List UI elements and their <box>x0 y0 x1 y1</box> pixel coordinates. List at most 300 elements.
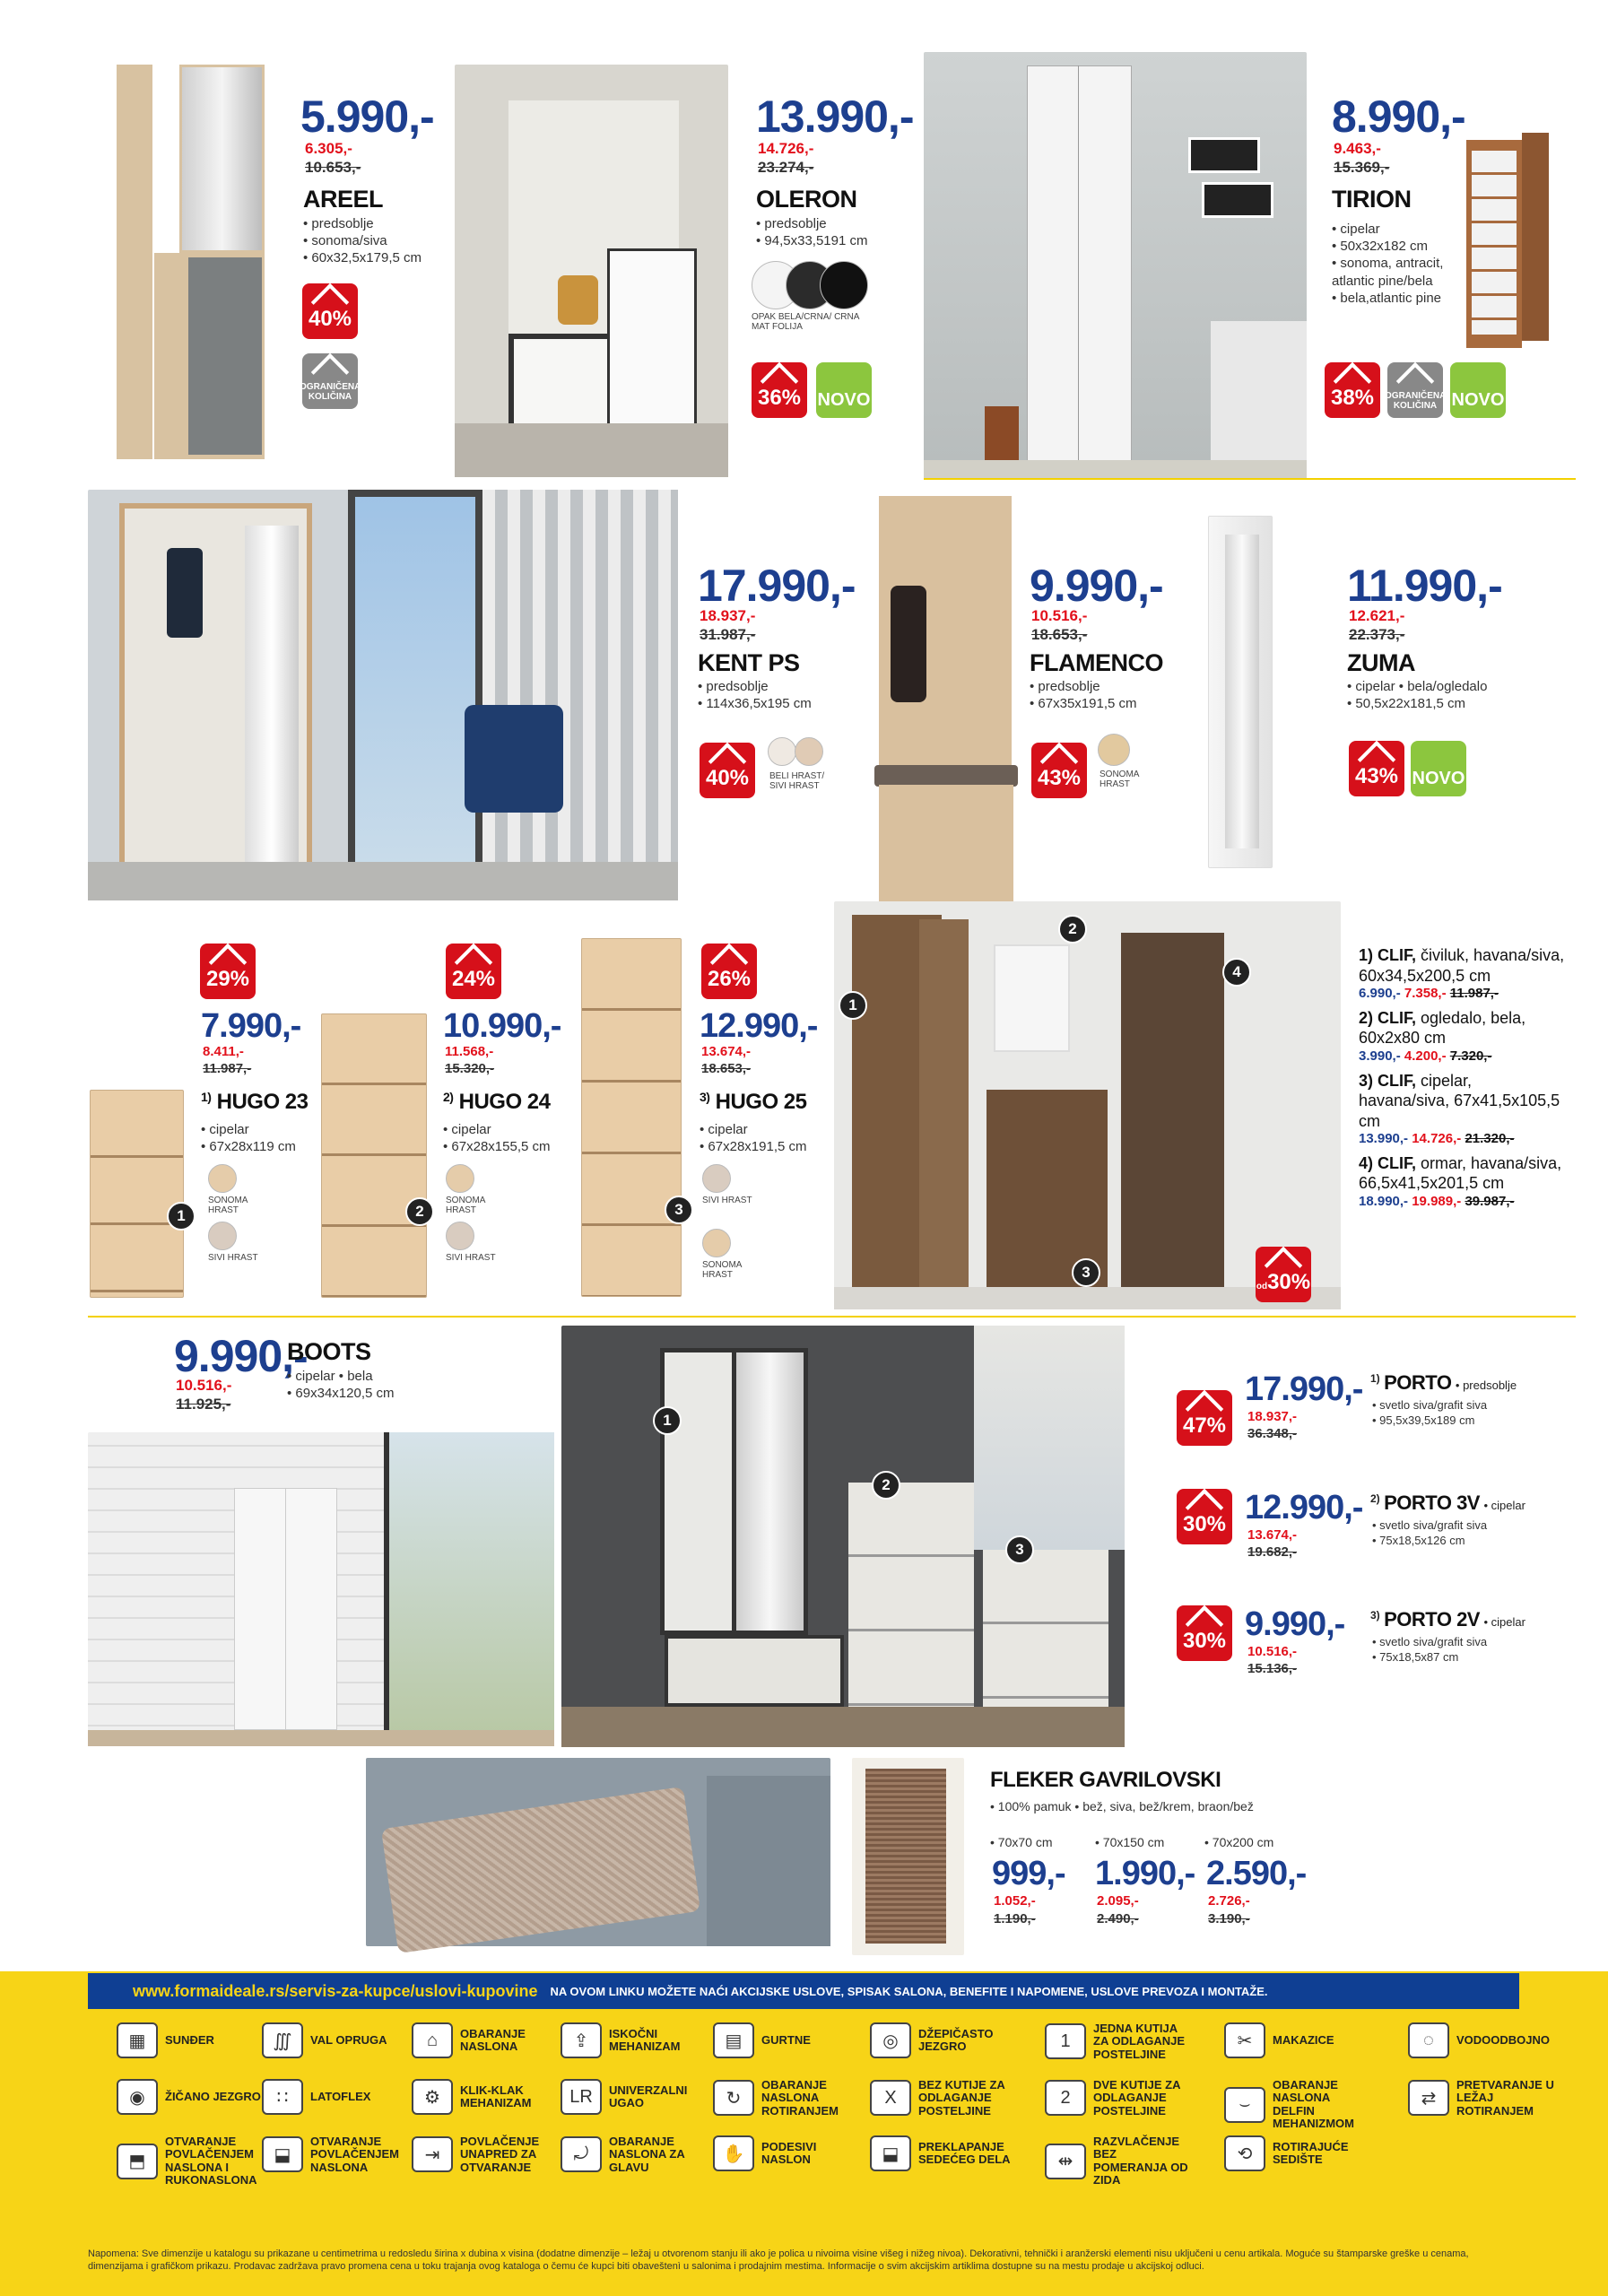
clif-item-3-regular: 14.726,- <box>1412 1131 1462 1146</box>
kent-discount: 40% <box>705 766 750 790</box>
fleker-size-1 <box>990 1835 1053 1851</box>
porto2v-desc-2: • 75x18,5x87 cm <box>1372 1650 1487 1665</box>
feature-item <box>262 2022 409 2058</box>
clif-item-1-title: 1) CLIF, <box>1359 946 1417 964</box>
hugo25-callout: 3 <box>665 1196 693 1224</box>
hugo25-discount-badge <box>701 944 757 999</box>
zuma-discount: 43% <box>1354 764 1399 788</box>
zuma-regular-price: 12.621,- <box>1349 607 1405 624</box>
porto3v-price: 12.990,- <box>1245 1489 1363 1526</box>
areel-limited-text: OGRANIČENA KOLIČINA <box>300 382 361 402</box>
clif-item-2 <box>1359 1008 1565 1048</box>
porto3v-type: cipelar <box>1491 1499 1525 1512</box>
hugo25-product-image <box>581 938 682 1297</box>
kent-colors: BELI HRAST/ SIVI HRAST <box>769 771 825 791</box>
porto2v-name: PORTO 2V <box>1384 1608 1480 1631</box>
porto2v-heading <box>1370 1609 1525 1631</box>
hugo24-swatch-1 <box>446 1164 474 1193</box>
feature-item <box>870 2135 1017 2171</box>
feature-label: UNIVERZALNI UGAO <box>609 2083 688 2109</box>
hugo23-swatch-2 <box>208 1222 237 1250</box>
porto3v-description <box>1372 1518 1487 1548</box>
feature-icon: ⇄ <box>1408 2080 1449 2116</box>
fleker-size-2-price: 1.990,- <box>1095 1855 1195 1892</box>
tirion-product-image <box>1466 133 1552 348</box>
feature-icon: ⤾ <box>561 2136 602 2172</box>
porto-heading <box>1370 1372 1517 1394</box>
boots-regular-price: 10.516,- <box>176 1377 232 1394</box>
feature-item <box>870 2022 1017 2058</box>
feature-item <box>561 2135 708 2174</box>
tirion-discount: 38% <box>1330 386 1375 410</box>
zuma-description <box>1347 678 1487 712</box>
oleron-price: 13.990,- <box>756 91 914 142</box>
fleker-size-3-regular: 2.726,- <box>1208 1893 1250 1909</box>
clif-callout-4: 4 <box>1222 958 1251 987</box>
porto-callout-2: 2 <box>872 1471 900 1500</box>
feature-label: RAZVLAČENJE BEZ POMERANJA OD ZIDA <box>1093 2135 1188 2187</box>
clif-item-1-regular: 7.358,- <box>1404 986 1447 1001</box>
clif-item-4-price: 18.990,- <box>1359 1193 1409 1209</box>
clif-item-4-desc: ormar, havana/siva, 66,5x41,5x201,5 cm <box>1359 1153 1562 1193</box>
feature-item <box>1224 2022 1371 2058</box>
feature-item <box>412 2079 559 2115</box>
feature-icon: ◉ <box>117 2079 158 2115</box>
clif-item-2-price: 3.990,- <box>1359 1048 1401 1064</box>
tirion-name: TIRION <box>1332 186 1412 213</box>
zuma-product-image <box>1208 516 1273 868</box>
clif-discount-badge <box>1256 1247 1311 1302</box>
porto3v-heading <box>1370 1492 1525 1514</box>
clif-item-3-desc: cipelar, havana/siva, 67x41,5x105,5 cm <box>1359 1071 1560 1130</box>
hugo23-callout: 1 <box>167 1202 196 1231</box>
feature-icon: ◎ <box>870 2022 911 2058</box>
feature-icon: ⟲ <box>1224 2135 1265 2171</box>
clif-discount: 30% <box>1267 1270 1311 1294</box>
oleron-product-image <box>455 65 728 477</box>
hugo25-swatch-1 <box>702 1164 731 1193</box>
boots-room-image <box>88 1432 554 1746</box>
feature-item <box>1408 2022 1555 2058</box>
clif-item-4-title: 4) CLIF, <box>1359 1153 1417 1172</box>
tirion-desc-4: • bela,atlantic pine <box>1332 290 1466 307</box>
clif-item-1-price: 6.990,- <box>1359 986 1401 1001</box>
zuma-new-text: NOVO <box>1412 769 1465 788</box>
feature-item <box>117 2135 264 2187</box>
zuma-desc-1: • cipelar • bela/ogledalo <box>1347 678 1487 695</box>
clif-item-2-title: 2) CLIF, <box>1359 1008 1417 1027</box>
hugo25-price: 12.990,- <box>700 1007 818 1045</box>
porto2v-discount-badge <box>1177 1605 1232 1661</box>
fleker-size-3-label: • 70x200 cm <box>1204 1835 1273 1851</box>
feature-item <box>262 2079 409 2115</box>
hugo25-name: HUGO 25 <box>715 1090 807 1114</box>
feature-label: VODOODBOJNO <box>1456 2032 1551 2047</box>
feature-icon: ⌂ <box>412 2022 453 2058</box>
feature-item <box>1045 2079 1192 2118</box>
feature-item <box>561 2022 708 2058</box>
feature-icon: ⬒ <box>117 2144 158 2179</box>
feature-label: OBARANJE NASLONA <box>460 2026 526 2053</box>
fleker-desc-1: • 100% pamuk • bež, siva, bež/krem, braon/bež <box>990 1799 1254 1815</box>
fleker-size-3-price: 2.590,- <box>1206 1855 1307 1892</box>
feature-icon: 1 <box>1045 2023 1086 2059</box>
areel-discount: 40% <box>308 307 352 331</box>
hugo24-desc-1: • cipelar <box>443 1121 551 1138</box>
porto-discount-badge <box>1177 1390 1232 1446</box>
kent-discount-badge <box>700 743 755 798</box>
hugo24-regular-price: 11.568,- <box>445 1044 494 1059</box>
feature-label: SUNĐER <box>165 2032 214 2047</box>
kent-regular-price: 18.937,- <box>700 607 756 624</box>
porto-room-image <box>561 1326 1125 1747</box>
porto2v-number: 3) <box>1370 1609 1380 1622</box>
areel-description <box>303 215 422 267</box>
terms-link-text: NA OVOM LINKU MOŽETE NAĆI AKCIJSKE USLOVE, SPISAK SALONA, BENEFITE I NAPOMENE, USLOVE PREVOZA I MONTAŽE. <box>550 1984 1268 1998</box>
fleker-name: FLEKER GAVRILOVSKI <box>990 1768 1221 1792</box>
feature-item <box>412 2022 559 2058</box>
hugo24-discount-badge <box>446 944 501 999</box>
feature-label: OTVARANJE POVLAČENJEM NASLONA I RUKONASLONA <box>165 2135 257 2187</box>
clif-item-1-old: 11.987,- <box>1449 986 1499 1001</box>
feature-item <box>117 2079 264 2115</box>
areel-name: AREEL <box>303 186 384 213</box>
clif-item-3-prices <box>1359 1131 1565 1148</box>
zuma-name: ZUMA <box>1347 649 1415 676</box>
feature-label: MAKAZICE <box>1273 2032 1334 2047</box>
zuma-discount-badge <box>1349 741 1404 796</box>
feature-item <box>1224 2135 1371 2171</box>
hugo25-title <box>700 1091 807 1114</box>
feature-icon: X <box>870 2080 911 2116</box>
clif-item-4 <box>1359 1153 1565 1194</box>
flamenco-colors: SONOMA HRAST <box>1100 770 1139 789</box>
porto-desc-1: • svetlo siva/grafit siva <box>1372 1398 1487 1413</box>
hugo25-desc-2: • 67x28x191,5 cm <box>700 1138 807 1155</box>
feature-icon: ◌ <box>1408 2022 1449 2058</box>
porto3v-type-wrap: • cipelar <box>1483 1499 1525 1512</box>
flamenco-discount: 43% <box>1037 766 1082 790</box>
clif-discount-prefix: od <box>1256 1282 1268 1292</box>
porto2v-regular-price: 10.516,- <box>1247 1644 1298 1659</box>
feature-item <box>561 2079 708 2115</box>
tirion-price: 8.990,- <box>1332 91 1465 142</box>
clif-item-2-old: 7.320,- <box>1449 1048 1492 1064</box>
kent-description <box>698 678 812 712</box>
kent-price: 17.990,- <box>698 561 856 611</box>
hugo24-color-1: SONOMA HRAST <box>446 1196 485 1215</box>
porto2v-description <box>1372 1635 1487 1665</box>
feature-label: VAL OPRUGA <box>310 2032 387 2047</box>
flamenco-old-price: 18.653,- <box>1031 626 1088 643</box>
porto2v-type: cipelar <box>1491 1615 1525 1629</box>
feature-label: OBARANJE NASLONA ZA GLAVU <box>609 2135 685 2174</box>
hugo25-regular-price: 13.674,- <box>701 1044 752 1059</box>
areel-regular-price: 6.305,- <box>305 140 352 157</box>
porto-number: 1) <box>1370 1372 1380 1385</box>
tirion-limited-badge <box>1385 362 1447 418</box>
boots-price: 9.990,- <box>174 1331 308 1381</box>
fleker-sofa-image <box>366 1758 830 1946</box>
feature-label: DVE KUTIJE ZA ODLAGANJE POSTELJINE <box>1093 2078 1181 2118</box>
hugo23-discount: 29% <box>205 967 250 991</box>
fleker-size-1-label: • 70x70 cm <box>990 1835 1053 1851</box>
feature-icon: LR <box>561 2079 602 2115</box>
feature-label: POVLAČENJE UNAPRED ZA OTVARANJE <box>460 2135 540 2174</box>
kent-old-price: 31.987,- <box>700 626 756 643</box>
flamenco-description <box>1030 678 1137 712</box>
kent-swatch-grey-oak <box>795 737 823 766</box>
hugo25-discount: 26% <box>707 967 752 991</box>
hugo24-callout: 2 <box>405 1197 434 1226</box>
feature-icon: ∭ <box>262 2022 303 2058</box>
hugo23-color-2: SIVI HRAST <box>208 1253 258 1263</box>
feature-icon: ▤ <box>713 2022 754 2058</box>
hugo23-price: 7.990,- <box>201 1007 301 1045</box>
flamenco-swatch-sonoma <box>1098 734 1130 766</box>
clif-callout-1: 1 <box>839 991 867 1020</box>
porto-discount: 47% <box>1182 1413 1227 1438</box>
boots-desc-1: • cipelar • bela <box>287 1368 395 1385</box>
porto-price: 17.990,- <box>1245 1370 1363 1408</box>
feature-icon: ⇪ <box>561 2022 602 2058</box>
fleker-size-1-regular: 1.052,- <box>994 1893 1036 1909</box>
kent-swatch-white-oak <box>768 737 796 766</box>
boots-old-price: 11.925,- <box>176 1396 231 1413</box>
areel-old-price: 10.653,- <box>305 159 361 176</box>
terms-link[interactable]: www.formaideale.rs/servis-za-kupce/uslovi-kupovine <box>133 1981 538 2000</box>
areel-desc-3: • 60x32,5x179,5 cm <box>303 249 422 266</box>
porto3v-desc-2: • 75x18,5x126 cm <box>1372 1534 1487 1549</box>
fleker-size-3-old: 3.190,- <box>1208 1911 1250 1926</box>
zuma-new-badge <box>1411 741 1466 796</box>
flamenco-product-image <box>874 496 1018 904</box>
flamenco-desc-2: • 67x35x191,5 cm <box>1030 695 1137 712</box>
hugo24-desc-2: • 67x28x155,5 cm <box>443 1138 551 1155</box>
hugo23-description <box>201 1121 296 1155</box>
flamenco-regular-price: 10.516,- <box>1031 607 1088 624</box>
hugo24-color-2: SIVI HRAST <box>446 1253 496 1263</box>
feature-label: GURTNE <box>761 2032 811 2047</box>
hugo24-number: 2) <box>443 1090 454 1104</box>
feature-icon: ⇥ <box>412 2136 453 2172</box>
fleker-size-2 <box>1095 1835 1164 1851</box>
feature-icon: ⌣ <box>1224 2087 1265 2123</box>
hugo24-description <box>443 1121 551 1155</box>
hugo23-product-image <box>90 1090 184 1298</box>
feature-label: KLIK-KLAK MEHANIZAM <box>460 2083 532 2109</box>
feature-icon: ⚙ <box>412 2079 453 2115</box>
oleron-new-badge <box>816 362 872 418</box>
tirion-new-text: NOVO <box>1451 390 1505 410</box>
flamenco-name: FLAMENCO <box>1030 649 1163 676</box>
oleron-name: OLERON <box>756 186 857 213</box>
footer-note: Napomena: Sve dimenzije u katalogu su prikazane u centimetrima u redosledu širina x dubina x visina (dodatne dimenzije – ležaj u otvorenom stanju ili ako je polica u nivoima visine višeg i nižeg nivoa). Dekorativni, tehnički i aranžerski elementi nisu uključeni u cenu artikala. Moguće su štamparske greške u cenama, dimenzijama i grafičkom prikazu. Prodavac zadržava pravo promena cena u toku trajanja ovog kataloga o čemu će kupci biti obaveštenì u salonima i prodajnim mestima. Informacije o svim akcijskim artiklima dostupne su na mestu prodaje u akcijskoj odluci. <box>88 2248 1469 2273</box>
tirion-discount-badge <box>1325 362 1380 418</box>
clif-item-1-desc: čiviluk, havana/siva, 60x34,5x200,5 cm <box>1359 946 1565 985</box>
hugo23-discount-badge <box>200 944 256 999</box>
tirion-new-badge <box>1450 362 1506 418</box>
porto3v-name: PORTO 3V <box>1384 1492 1480 1514</box>
porto2v-price: 9.990,- <box>1245 1605 1345 1643</box>
zuma-old-price: 22.373,- <box>1349 626 1405 643</box>
porto3v-number: 2) <box>1370 1492 1380 1505</box>
porto-type: predsoblje <box>1463 1378 1517 1392</box>
feature-item <box>713 2135 860 2171</box>
hugo24-price: 10.990,- <box>443 1007 561 1045</box>
areel-desc-2: • sonoma/siva <box>303 232 422 249</box>
clif-item-2-desc: ogledalo, bela, 60x2x80 cm <box>1359 1008 1526 1048</box>
hugo25-description <box>700 1121 807 1155</box>
fleker-size-3 <box>1204 1835 1273 1851</box>
feature-label: ROTIRAJUĆE SEDIŠTE <box>1273 2139 1349 2166</box>
boots-description <box>287 1368 395 1402</box>
clif-item-1-prices <box>1359 986 1565 1003</box>
tirion-limited-text: OGRANIČENA KOLIČINA <box>1385 391 1447 411</box>
hugo23-swatch-1 <box>208 1164 237 1193</box>
tirion-desc-3: • sonoma, antracit, atlantic pine/bela <box>1332 255 1466 289</box>
porto3v-discount-badge <box>1177 1489 1232 1544</box>
hugo23-number: 1) <box>201 1090 212 1104</box>
zuma-desc-2: • 50,5x22x181,5 cm <box>1347 695 1487 712</box>
feature-label: PREKLAPANJE SEDEĆEG DELA <box>918 2139 1011 2166</box>
feature-item <box>1045 2022 1192 2061</box>
feature-item <box>262 2135 409 2174</box>
areel-product-image <box>117 65 265 466</box>
clif-item-4-regular: 19.989,- <box>1412 1193 1462 1209</box>
porto2v-old-price: 15.136,- <box>1247 1661 1298 1676</box>
tirion-regular-price: 9.463,- <box>1334 140 1381 157</box>
hugo25-old-price: 18.653,- <box>701 1061 752 1076</box>
feature-item <box>1045 2135 1192 2187</box>
feature-label: PRETVARANJE U LEŽAJ ROTIRANJEM <box>1456 2078 1554 2118</box>
porto-type-wrap: • predsoblje <box>1455 1378 1517 1392</box>
kent-room-image <box>88 490 678 900</box>
hugo24-product-image <box>321 1013 427 1298</box>
oleron-regular-price: 14.726,- <box>758 140 814 157</box>
fleker-size-2-label: • 70x150 cm <box>1095 1835 1164 1851</box>
feature-icon: 2 <box>1045 2080 1086 2116</box>
porto3v-old-price: 19.682,- <box>1247 1544 1298 1560</box>
boots-name: BOOTS <box>287 1338 371 1365</box>
oleron-desc-1: • predsoblje <box>756 215 868 232</box>
porto-regular-price: 18.937,- <box>1247 1409 1298 1424</box>
feature-label: LATOFLEX <box>310 2089 371 2103</box>
feature-label: OBARANJE NASLONA DELFIN MEHANIZMOM <box>1273 2078 1354 2130</box>
feature-label: JEDNA KUTIJA ZA ODLAGANJE POSTELJINE <box>1093 2022 1186 2061</box>
hugo24-discount: 24% <box>451 967 496 991</box>
porto-desc-2: • 95,5x39,5x189 cm <box>1372 1413 1487 1429</box>
areel-price: 5.990,- <box>300 91 434 142</box>
fleker-rug-image <box>852 1758 964 1955</box>
clif-callout-2: 2 <box>1058 915 1087 944</box>
fleker-size-2-regular: 2.095,- <box>1097 1893 1139 1909</box>
clif-item-3-title: 3) CLIF, <box>1359 1071 1417 1090</box>
hugo23-color-1: SONOMA HRAST <box>208 1196 248 1215</box>
porto-description <box>1372 1398 1487 1428</box>
hugo23-desc-1: • cipelar <box>201 1121 296 1138</box>
areel-limited-badge <box>300 353 361 409</box>
tirion-room-image <box>924 52 1307 478</box>
kent-name: KENT PS <box>698 649 800 676</box>
porto2v-discount: 30% <box>1182 1629 1227 1653</box>
hugo25-swatch-2 <box>702 1229 731 1257</box>
feature-label: OTVARANJE POVLAČENJEM NASLONA <box>310 2135 399 2174</box>
hugo24-name: HUGO 24 <box>458 1090 551 1114</box>
feature-icon: ✂ <box>1224 2022 1265 2058</box>
hugo23-title <box>201 1091 309 1114</box>
clif-item-1 <box>1359 945 1565 986</box>
fleker-size-2-old: 2.490,- <box>1097 1911 1139 1926</box>
feature-item <box>1224 2079 1371 2130</box>
porto-name: PORTO <box>1384 1371 1452 1394</box>
fleker-size-1-price: 999,- <box>992 1855 1065 1892</box>
feature-label: ISKOČNI MEHANIZAM <box>609 2026 681 2053</box>
clif-item-2-prices <box>1359 1048 1565 1065</box>
oleron-description <box>756 215 868 249</box>
flamenco-discount-badge <box>1031 743 1087 798</box>
hugo25-color-1: SIVI HRAST <box>702 1196 752 1205</box>
feature-item <box>870 2079 1017 2118</box>
porto-old-price: 36.348,- <box>1247 1426 1298 1441</box>
oleron-swatch-matte <box>820 261 868 309</box>
porto2v-desc-1: • svetlo siva/grafit siva <box>1372 1635 1487 1650</box>
porto3v-discount: 30% <box>1182 1512 1227 1536</box>
feature-item <box>117 2022 264 2058</box>
fleker-description <box>990 1799 1254 1815</box>
clif-list <box>1359 945 1565 1211</box>
clif-callout-3: 3 <box>1072 1258 1100 1287</box>
hugo23-regular-price: 8.411,- <box>203 1044 244 1059</box>
kent-desc-1: • predsoblje <box>698 678 812 695</box>
clif-item-2-regular: 4.200,- <box>1404 1048 1447 1064</box>
clif-item-3 <box>1359 1071 1565 1132</box>
feature-label: BEZ KUTIJE ZA ODLAGANJE POSTELJINE <box>918 2078 1005 2118</box>
hugo25-desc-1: • cipelar <box>700 1121 807 1138</box>
hugo23-old-price: 11.987,- <box>203 1061 252 1076</box>
flamenco-desc-1: • predsoblje <box>1030 678 1137 695</box>
feature-icon: ⬓ <box>262 2136 303 2172</box>
feature-item <box>713 2079 860 2118</box>
oleron-colors: OPAK BELA/CRNA/ CRNA MAT FOLIJA <box>752 312 859 332</box>
hugo24-swatch-2 <box>446 1222 474 1250</box>
feature-label: PODESIVI NASLON <box>761 2139 817 2166</box>
clif-item-4-old: 39.987,- <box>1465 1193 1515 1209</box>
feature-item <box>1408 2079 1555 2118</box>
porto2v-type-wrap: • cipelar <box>1483 1615 1525 1629</box>
oleron-discount-badge <box>752 362 807 418</box>
hugo24-old-price: 15.320,- <box>445 1061 495 1076</box>
porto-callout-1: 1 <box>653 1406 682 1435</box>
tirion-desc-1: • cipelar <box>1332 221 1466 238</box>
oleron-desc-2: • 94,5x33,5191 cm <box>756 232 868 249</box>
feature-item <box>713 2022 860 2058</box>
boots-desc-2: • 69x34x120,5 cm <box>287 1385 395 1402</box>
hugo23-desc-2: • 67x28x119 cm <box>201 1138 296 1155</box>
feature-label: DŽEPIČASTO JEZGRO <box>918 2026 994 2053</box>
oleron-new-text: NOVO <box>817 390 871 410</box>
oleron-discount: 36% <box>757 386 802 410</box>
fleker-size-1-old: 1.190,- <box>994 1911 1036 1926</box>
feature-icon: ⬓ <box>870 2135 911 2171</box>
clif-item-3-old: 21.320,- <box>1465 1131 1515 1146</box>
hugo24-title <box>443 1091 551 1114</box>
section-divider <box>924 478 1576 480</box>
feature-icon: ✋ <box>713 2135 754 2171</box>
section-divider-2 <box>88 1316 1576 1318</box>
terms-link-bar <box>88 1973 1519 2009</box>
clif-item-3-price: 13.990,- <box>1359 1131 1409 1146</box>
